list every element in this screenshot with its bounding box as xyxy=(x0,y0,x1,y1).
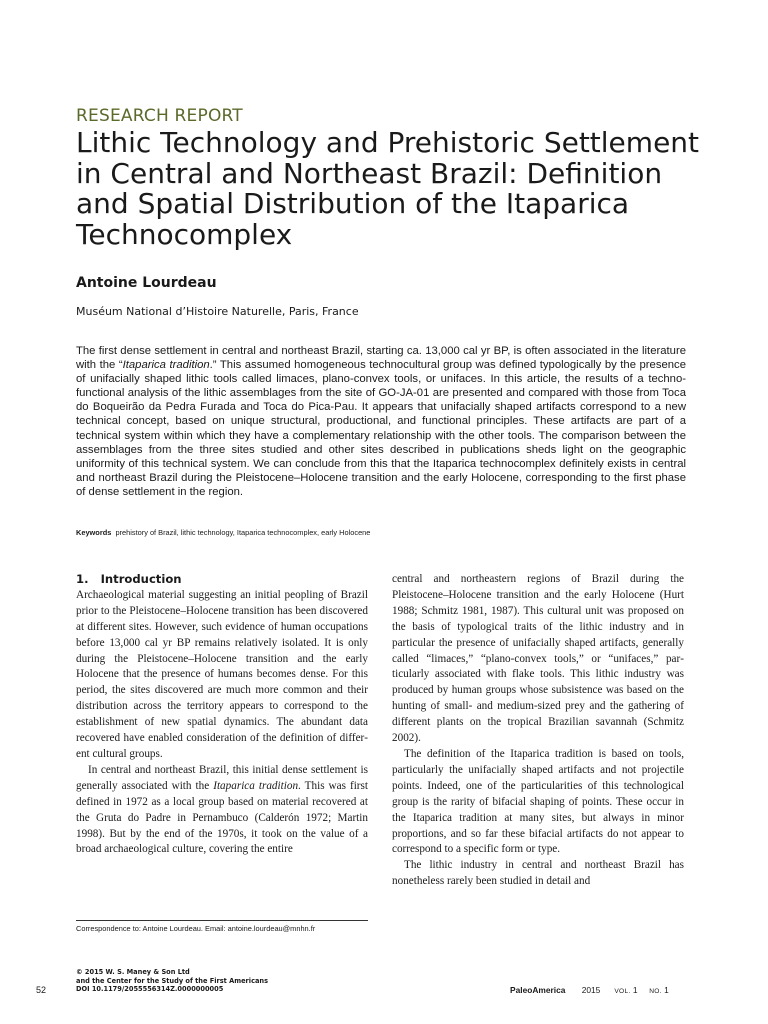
abstract-text-1: The first dense settlement in central and northeast Brazil, starting ca. 13,000 cal yr BP, is often associated in the literature with the “ xyxy=(76,345,686,372)
paragraph: central and northeastern regions of Brazil during the Pleistocene–Holocene transition and the early Holocene (Hurt 1988; Schmitz 1981, 1987). This cultural unit was proposed on the basis of typological traits of the lithic industry and in particular the presence of unifacially shaped artifacts, generally called “limaces,” “plano-convex tools,” or “unifaces,” particularly associated with flake tools. This lithic industry was produced by human groups whose subsistence was based on the hunting of small- and medium-sized prey and the gathering of different plants on the tropical Brazilian savannah (Schmitz 2002). xyxy=(392,573,684,745)
issue-label: NO. xyxy=(649,988,662,995)
footer-journal-info xyxy=(510,985,669,995)
paragraph: The definition of the Itaparica tradition is based on tools, particularly the unifacially shaped artifacts and not projectile points. Indeed, one of the particularities of this technological group is the rarity of bifacial shaping of points. These occur in the Itaparica tradition at many sites, but always in minor proportions, and so far these bifacial artifacts do not appear to correspond to a specific form or type. xyxy=(392,747,684,856)
page-number: 52 xyxy=(36,985,47,995)
keywords-text: prehistory of Brazil, lithic technology, Itaparica technocomplex, early Holocene xyxy=(115,528,371,537)
paragraph: In central and northeast Brazil, this initial dense settlement is generally associated with the Itaparica tradition. This was first defined in 1972 as a local group based on material recovered at the Gruta do Padre in Pernambuco (Calderón 1972; Martin 1998). But by the end of the 1970s, it took on the value of a broad archaeological culture, covering the entire xyxy=(76,763,368,856)
abstract xyxy=(76,344,686,499)
correspondence-footnote: Correspondence to: Antoine Lourdeau. Email: antoine.lourdeau@mnhn.fr xyxy=(76,924,316,933)
issue-number: 1 xyxy=(664,985,669,995)
doi: DOI 10.1179/2055556314Z.0000000005 xyxy=(76,985,224,994)
copyright-line: and the Center for the Study of the First Americans xyxy=(76,976,269,985)
article-title: Lithic Technology and Prehistoric Settlement in Central and Northeast Brazil: Definition and Spatial Distribution of the Itaparica Technocomplex xyxy=(76,126,700,251)
volume-label: VOL. xyxy=(614,988,631,995)
section-title: Introduction xyxy=(100,572,182,586)
section-number: 1. xyxy=(76,572,89,586)
footer-copyright xyxy=(76,968,268,994)
italic-term: Itaparica tradition xyxy=(213,779,299,792)
paragraph: Archaeological material suggesting an initial peopling of Brazil prior to the Pleistocene–Holocene transition has been discovered at different sites. However, such evidence of human occupations before 13,000 cal yr BP remains relatively isolated. It is only during the Pleistocene–Holocene transition and the early Holocene that the presence of humans becomes dense. For this period, the sites discovered are much more common and their distribution across the territory appears to correspond to the establishment of new spatial dynamics. The abundant data recovered have enabled consideration of the definition of different cultural groups. xyxy=(76,588,368,760)
copyright-line: © 2015 W. S. Maney & Son Ltd xyxy=(76,968,190,976)
journal-year: 2015 xyxy=(581,985,601,995)
footnote-rule xyxy=(76,920,368,921)
author-name: Antoine Lourdeau xyxy=(76,275,217,291)
keywords-label: Keywords xyxy=(76,528,112,537)
section-heading xyxy=(76,572,368,588)
body-column-right xyxy=(392,572,684,890)
volume-number: 1 xyxy=(632,985,638,995)
abstract-text-2: .” This assumed homogeneous technocultural group was defined typologically by the presence of unifacially shaped lithic tools called limaces, plano-convex tools, or unifaces. In this article, the results of a techno-functional analysis of the lithic assemblages from the site of GO-JA-01 are presented and compared with those from Toca do Boqueirão da Pedra Furada and Toca do Pica-Pau. It appears that unifacially shaped artifacts correspond to a new technical concept, based on unique structural, productional, and functional principles. These artifacts are part of a technical system within which they have a complementary relationship with the other tools. The comparison between the assemblages from the three sites studied and other sites described in publications sheds light on the geographic uniformity of this technical system. We can conclude from this that the Itaparica technocomplex definitely exists in central and northeast Brazil during the Pleistocene–Holocene transition and the early Holocene, corresponding to the first phase of dense settlement in the region. xyxy=(76,359,686,498)
keywords xyxy=(76,528,686,537)
paragraph: The lithic industry in central and northeast Brazil has nonetheless rarely been studied in detail and xyxy=(392,859,684,888)
journal-name: PaleoAmerica xyxy=(510,985,566,995)
abstract-italic-term: Itaparica tradition xyxy=(122,359,210,372)
author-affiliation: Muséum National d’Histoire Naturelle, Paris, France xyxy=(76,305,359,318)
section-label: RESEARCH REPORT xyxy=(76,106,243,126)
body-column-left xyxy=(76,572,368,858)
